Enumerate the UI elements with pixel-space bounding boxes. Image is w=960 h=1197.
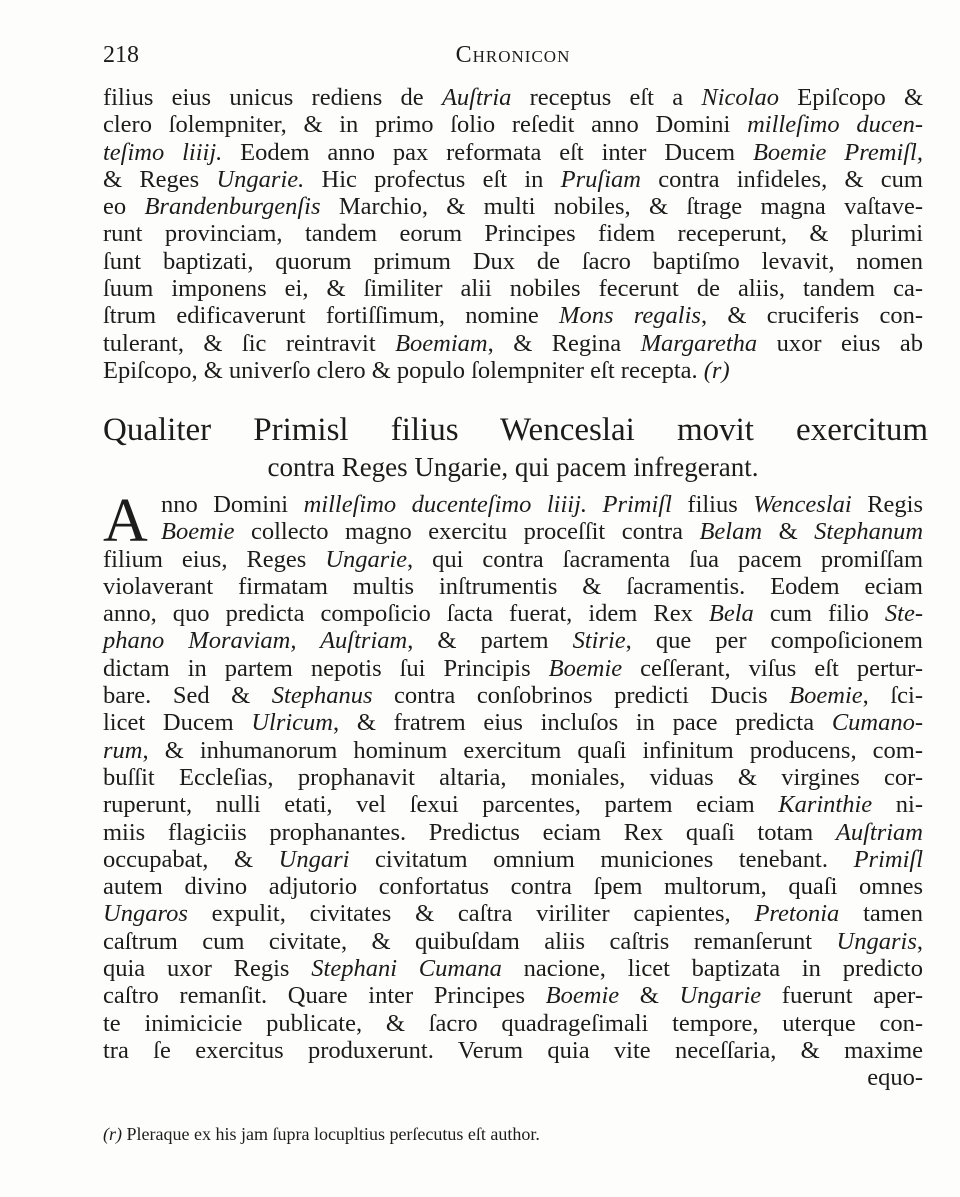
text-run: , & partem (407, 627, 573, 655)
text-run: receptus eſt a (511, 84, 702, 111)
italic-text: Boemie (789, 682, 863, 710)
footnote-marker: (r) (103, 1124, 122, 1144)
text-line (103, 357, 923, 384)
text-line (103, 491, 923, 518)
italic-text: Ungari (278, 845, 350, 873)
running-title: Chronicon (455, 42, 571, 68)
text-run: Epiſcopo & (778, 84, 924, 111)
text-line (103, 220, 923, 247)
italic-text: Stirie (572, 627, 626, 655)
text-line (103, 764, 923, 791)
text-line (103, 275, 923, 302)
text-run: dictam in partem nepotis ſui Principis (103, 654, 549, 682)
text-run: cum filio (753, 600, 885, 628)
text-line (103, 791, 923, 818)
text-run: Epiſcopo, & univerſo clero & populo ſolempniter eſt recepta. (103, 356, 704, 384)
text-line (103, 1010, 923, 1037)
text-run: nno Domini (161, 491, 304, 518)
text-run: ruperunt, nulli etati, vel ſexui parcentes, partem eciam (103, 791, 779, 819)
paragraph-1 (103, 84, 923, 384)
text-line (103, 166, 923, 193)
text-run: fuerunt aper- (761, 982, 923, 1010)
text-line (103, 248, 923, 275)
text-line (103, 737, 923, 764)
text-run: , & Regina (487, 329, 641, 357)
footnote (103, 1124, 540, 1145)
text-run: eo (103, 193, 145, 221)
drop-cap: A (103, 487, 148, 555)
text-line (103, 655, 923, 682)
italic-text: Ulricum (251, 709, 334, 737)
italic-text: Wenceslai (753, 491, 852, 518)
text-line (103, 682, 923, 709)
text-run: tulerant, & ſic reintravit (103, 329, 396, 357)
italic-text: Pruſiam (560, 165, 641, 193)
italic-text: Margaretha (640, 329, 758, 357)
text-run: , & cruciferis con- (700, 302, 924, 330)
text-run: anno, quo predicta compoſicio ſacta fuerat, idem Rex (103, 600, 709, 628)
italic-text: Karinthie (778, 791, 873, 819)
text-run: Hic profectus eſt in (304, 165, 561, 193)
footnote-text: Pleraque ex his jam ſupra locupltius perſecutus eſt author. (122, 1124, 540, 1144)
text-line (103, 302, 923, 329)
text-run: uxor eius ab (757, 329, 923, 357)
italic-text: phano Moraviam, Auſtriam (103, 627, 408, 655)
italic-text: Brandenburgenſis (144, 193, 321, 221)
italic-text: Auſtria (441, 84, 512, 111)
text-run: caſtrum cum civitate, & quibuſdam aliis caſtris remanſerunt (103, 927, 837, 955)
text-line (103, 709, 923, 736)
text-run: caſtro remanſit. Quare inter Principes (103, 982, 546, 1010)
italic-text: rum (103, 736, 143, 764)
text-line (103, 111, 923, 138)
italic-text: Belam (699, 518, 763, 546)
text-run: , que per compoſicionem (625, 627, 923, 655)
italic-text: Ungarie. (216, 165, 305, 193)
italic-text: Ungaris (836, 927, 917, 955)
text-run: quia uxor Regis (103, 955, 312, 983)
text-run: Marchio, & multi nobiles, & ſtrage magna vaſtave- (320, 193, 924, 221)
text-run: expulit, civitates & caſtra viriliter capientes, (187, 900, 755, 928)
italic-text: milleſimo ducen- (747, 111, 923, 139)
italic-text: Stephanus (271, 682, 373, 710)
page-number: 218 (103, 42, 139, 68)
text-run (587, 491, 602, 518)
text-run: , (916, 927, 923, 955)
text-run: clero ſolempniter, & in primo ſolio reſedit anno Domini (103, 111, 748, 139)
text-line (103, 955, 923, 982)
text-line (103, 982, 923, 1009)
text-run: contra infideles, & cum (640, 165, 923, 193)
text-line (103, 600, 923, 627)
italic-text: teſimo liiij. (103, 138, 223, 166)
text-line (103, 518, 923, 545)
text-run: tamen (839, 900, 923, 928)
text-run: tra ſe exercitus produxerunt. Verum quia vite neceſſaria, & maxime (103, 1036, 923, 1064)
text-run: , ſci- (862, 682, 923, 710)
italic-text: Pretonia (754, 900, 840, 928)
italic-text: Ungarie (325, 545, 408, 573)
text-run: filium eius, Reges (103, 545, 326, 573)
text-run: licet Ducem (103, 709, 252, 737)
text-line (103, 1037, 923, 1064)
italic-text: Ungarie (679, 982, 762, 1010)
text-run: & (762, 518, 815, 546)
text-run: Regis (851, 491, 923, 518)
text-run: ſtrum edificaverunt fortiſſimum, nomine (103, 302, 560, 330)
italic-text: Primiſl (602, 491, 672, 518)
text-run: & Reges (103, 165, 217, 193)
italic-text: milleſimo ducenteſimo liiij. (303, 491, 588, 518)
text-line (103, 928, 923, 955)
text-run: runt provinciam, tandem eorum Principes fidem receperunt, & plurimi (103, 220, 923, 248)
text-line (103, 330, 923, 357)
text-run: filius eius unicus rediens de (103, 84, 442, 111)
text-line (103, 873, 923, 900)
text-line (103, 139, 923, 166)
text-run: miis flagiciis prophanantes. Predictus eciam Rex quaſi totam (103, 818, 836, 846)
text-run: , & fratrem eius incluſos in pace predicta (333, 709, 832, 737)
text-run: te inimicicie publicate, & ſacro quadrageſimali tempore, uterque con- (103, 1009, 923, 1037)
section-heading-line-2: contra Reges Ungarie, qui pacem infregerant. (267, 452, 759, 482)
italic-text: Auſtriam (835, 818, 923, 846)
text-run: nacione, licet baptizata in predicto (501, 955, 923, 983)
text-run: ſunt baptizati, quorum primum Dux de ſacro baptiſmo levavit, nomen (103, 247, 923, 275)
text-line (103, 819, 923, 846)
text-line (103, 193, 923, 220)
catchword: equo- (867, 1064, 923, 1092)
italic-text: Ste- (884, 600, 924, 628)
italic-text: Stephani Cumana (311, 955, 502, 983)
text-run: collecto magno exercitu proceſſit contra (234, 518, 700, 546)
text-run: bare. Sed & (103, 682, 272, 710)
italic-text: Boemiam (395, 329, 488, 357)
italic-text: Stephanum (814, 518, 924, 546)
text-run: & (619, 982, 680, 1010)
text-run: autem divino adjutorio confortatus contra ſpem multorum, quaſi omnes (103, 873, 923, 901)
text-line (103, 900, 923, 927)
text-line (103, 846, 923, 873)
italic-text: (r) (703, 356, 730, 384)
text-run: buſſit Eccleſias, prophanavit altaria, moniales, viduas & virgines cor- (103, 763, 923, 791)
italic-text: Cumano- (831, 709, 924, 737)
text-run: , & inhumanorum hominum exercitum quaſi infinitum producens, com- (142, 736, 923, 764)
italic-text: Boemie Premiſl, (752, 138, 923, 166)
text-run: occupabat, & (103, 845, 279, 873)
italic-text: Bela (708, 600, 754, 628)
text-run: Eodem anno pax reformata eſt inter Ducem (222, 138, 753, 166)
italic-text: Boemie (161, 518, 235, 546)
text-run: filius (671, 491, 754, 518)
section-heading-line-1: Qualiter Primisl filius Wenceslai movit exercitum (103, 412, 928, 448)
text-run: , qui contra ſacramenta ſua pacem promiſſam (407, 545, 923, 573)
text-line (103, 627, 923, 654)
text-line (103, 546, 923, 573)
text-run: ceſſerant, viſus eſt pertur- (622, 654, 924, 682)
text-line (103, 84, 923, 111)
text-run: violaverant firmatam multis inſtrumentis & ſacramentis. Eodem eciam (103, 572, 923, 600)
text-run: contra conſobrinos predicti Ducis (372, 682, 790, 710)
running-head (103, 42, 923, 72)
italic-text: Primiſl (853, 845, 923, 873)
italic-text: Ungaros (103, 900, 188, 928)
text-line (103, 573, 923, 600)
text-run: ſuum imponens ei, & ſimiliter alii nobiles fecerunt de aliis, tandem ca- (103, 275, 923, 303)
text-run: ni- (872, 791, 923, 819)
italic-text: Boemie (545, 982, 620, 1010)
paragraph-2 (103, 487, 924, 1092)
italic-text: Nicolao (701, 84, 779, 111)
italic-text: Boemie (548, 654, 623, 682)
text-run: civitatum omnium municiones tenebant. (349, 845, 854, 873)
italic-text: Mons regalis (559, 302, 701, 330)
